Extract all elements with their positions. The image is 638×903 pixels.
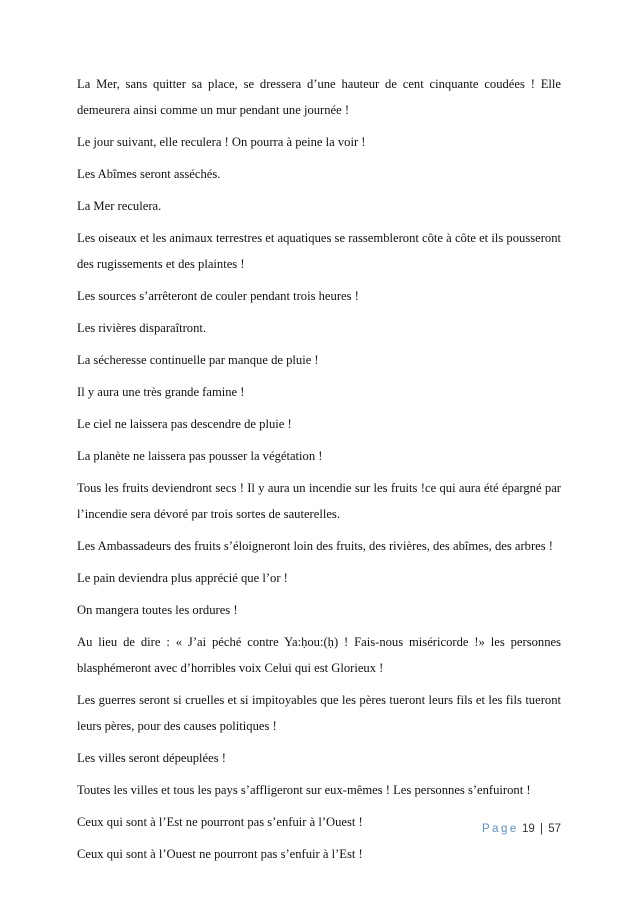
page-footer — [482, 823, 561, 835]
paragraph: La Mer, sans quitter sa place, se dressera d’une hauteur de cent cinquante coudées ! Elle demeurera ainsi comme un mur pendant une journée ! — [77, 77, 561, 117]
paragraph: Tous les fruits deviendront secs ! Il y aura un incendie sur les fruits !ce qui aura été épargné par l’incendie sera dévoré par trois sortes de sauterelles. — [77, 481, 561, 521]
paragraph: La planète ne laissera pas pousser la végétation ! — [77, 449, 323, 463]
current-page-number: 19 — [522, 823, 535, 835]
paragraph: Au lieu de dire : « J’ai péché contre Ya:ḥou:(ḥ) ! Fais-nous miséricorde !» les personnes blasphémeront avec d’horribles voix Celui qui est Glorieux ! — [77, 635, 561, 675]
paragraph: Toutes les villes et tous les pays s’affligeront sur eux-mêmes ! Les personnes s’enfuiront ! — [77, 783, 531, 797]
paragraph: Les Ambassadeurs des fruits s’éloigneront loin des fruits, des rivières, des abîmes, des arbres ! — [77, 539, 553, 553]
paragraph: Il y aura une très grande famine ! — [77, 385, 245, 399]
paragraph: Les oiseaux et les animaux terrestres et aquatiques se rassembleront côte à côte et ils pousseront des rugissements et des plaintes ! — [77, 231, 561, 271]
document-body — [77, 71, 561, 873]
paragraph: On mangera toutes les ordures ! — [77, 603, 238, 617]
paragraph: Ceux qui sont à l’Ouest ne pourront pas s’enfuir à l’Est ! — [77, 847, 363, 861]
paragraph: Les guerres seront si cruelles et si impitoyables que les pères tueront leurs fils et les fils tueront leurs pères, pour des causes politiques ! — [77, 693, 561, 733]
paragraph: Ceux qui sont à l’Est ne pourront pas s’enfuir à l’Ouest ! — [77, 815, 363, 829]
paragraph: Les rivières disparaîtront. — [77, 321, 207, 335]
paragraph: Les sources s’arrêteront de couler pendant trois heures ! — [77, 289, 359, 303]
paragraph: Les Abîmes seront asséchés. — [77, 167, 221, 181]
paragraph: Le ciel ne laissera pas descendre de pluie ! — [77, 417, 292, 431]
paragraph: Les villes seront dépeuplées ! — [77, 751, 226, 765]
page-separator: | — [540, 823, 543, 835]
paragraph: Le pain deviendra plus apprécié que l’or ! — [77, 571, 288, 585]
paragraph: La sécheresse continuelle par manque de pluie ! — [77, 353, 319, 367]
page-label: Page — [481, 823, 519, 835]
paragraph: Le jour suivant, elle reculera ! On pourra à peine la voir ! — [77, 135, 366, 149]
total-pages-number: 57 — [548, 823, 561, 835]
paragraph: La Mer reculera. — [77, 199, 162, 213]
